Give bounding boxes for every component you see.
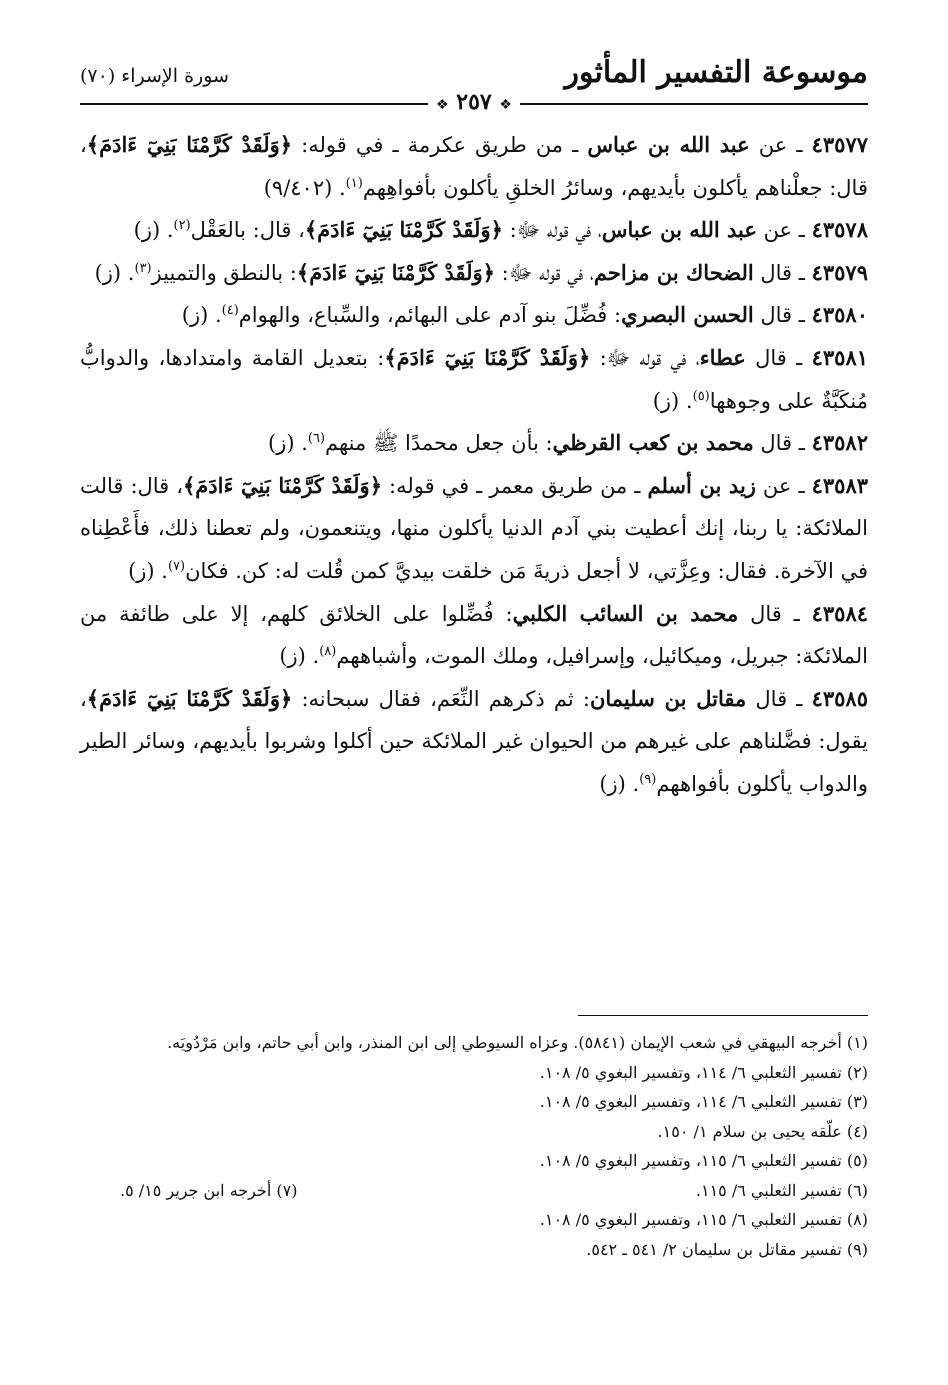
bold-text: ﴿وَلَقَدْ كَرَّمْنَا بَنِيٓ ءَادَمَ﴾ — [86, 685, 293, 711]
source-ref: . (ز) — [133, 218, 174, 243]
entry-text: : بتعديل القامة وامتدادها، والدوابُّ مُنكَبَّةٌ على وجوهها — [80, 345, 868, 413]
entry-number: ٤٣٥٧٨ — [811, 217, 868, 243]
entry-text: : بأن جعل محمدًا ﷺ منهم — [325, 431, 553, 456]
footnote: (٢) تفسير الثعلبي ٦/ ١١٤، وتفسير البغوي ٥/ ١٠٨. — [539, 1062, 868, 1082]
page-header — [80, 55, 868, 115]
footnote-marker: (٢) — [173, 218, 191, 234]
entry-text: : بالنطق والتمييز — [151, 260, 297, 285]
entry-paragraph — [80, 337, 868, 422]
bold-text: ﴿وَلَقَدْ كَرَّمْنَا بَنِيٓ ءَادَمَ﴾ — [183, 472, 383, 498]
bold-text: ﴿وَلَقَدْ كَرَّمْنَا بَنِيٓ ءَادَمَ﴾ — [304, 217, 503, 243]
footnote-rule — [578, 1015, 868, 1016]
entry-text: : فُضِّلَ بنو آدم على البهائم، والسِّباع، والهوام — [238, 303, 622, 328]
footnote: (١) أخرجه البيهقي في شعب الإيمان (٥٨٤١). وعزاه السيوطي إلى ابن المنذر، وابن أبي حاتم، وابن مَرْدُويَه. — [167, 1033, 868, 1052]
entry-text: ، قال: بالعَقْل — [190, 218, 305, 243]
main-text — [80, 124, 868, 806]
entry-text: ـ من طريق عكرمة ـ في قوله: — [292, 133, 588, 157]
bold-text: ﴿وَلَقَدْ كَرَّمْنَا بَنِيٓ ءَادَمَ﴾ — [384, 344, 591, 370]
footnote-marker: (٩) — [639, 771, 657, 787]
entry-text: ـ قال — [746, 686, 812, 711]
entry-text: ـ قال — [745, 345, 812, 370]
source-ref: . (ز) — [128, 558, 168, 583]
footnote: (٥) تفسير الثعلبي ٦/ ١١٥، وتفسير البغوي ٥/ ١٠٨. — [539, 1151, 868, 1170]
entry-paragraph — [80, 209, 868, 252]
entry-paragraph — [80, 678, 868, 806]
entry-paragraph — [80, 422, 868, 465]
footnote: (٧) أخرجه ابن جرير ١٥/ ٥. — [120, 1180, 298, 1200]
entry-text: ـ قال — [753, 431, 812, 456]
bold-text: الحسن البصري — [621, 302, 754, 328]
source-ref: . (ز) — [279, 644, 320, 669]
entry-text: : فُضِّلوا على الخلائق كلهم، إلا على طائفة من الملائكة: جبريل، وميكائيل، وإسرافيل، وملك الموت، وأشباههم — [80, 601, 868, 669]
footnote-marker: (٥) — [692, 388, 710, 404]
bold-text: ﴿وَلَقَدْ كَرَّمْنَا بَنِيٓ ءَادَمَ﴾ — [86, 132, 293, 157]
footnote: (٨) تفسير الثعلبي ٦/ ١١٥، وتفسير البغوي ٥/ ١٠٨. — [539, 1210, 868, 1229]
entry-paragraph — [80, 252, 868, 295]
entry-number: ٤٣٥٧٩ — [811, 259, 868, 285]
footnote-marker: (٦) — [307, 431, 326, 447]
footnotes — [80, 1028, 868, 1264]
entry-text: ـ قال — [738, 601, 812, 626]
entry-text: ، يقول: فضَّلناهم على غيرهم من الحيوان غير الملائكة حين أكلوا وشربوا بأيديهم، وسائر الطير والدواب يأكلون بأفواههم — [80, 686, 868, 796]
source-ref: . (ز) — [94, 260, 135, 285]
entry-text: ـ قال — [753, 303, 812, 328]
bold-text: عبد الله بن عباس — [601, 217, 757, 243]
surah-label: سورة الإسراء (٧٠) — [80, 65, 229, 87]
footnote-marker: (٨) — [319, 644, 337, 660]
entry-number: ٤٣٥٨٢ — [811, 430, 868, 456]
bold-text: ﴿وَلَقَدْ كَرَّمْنَا بَنِيٓ ءَادَمَ﴾ — [296, 259, 495, 285]
entry-text: : ثم ذكرهم النِّعَم، فقال سبحانه: — [292, 686, 590, 711]
source-ref: . (ز) — [181, 303, 222, 328]
source-ref: . (ز) — [652, 388, 693, 413]
footnote: (٦) تفسير الثعلبي ٦/ ١١٥. — [695, 1180, 868, 1200]
entry-paragraph — [80, 465, 868, 593]
source-ref: . (ز) — [268, 431, 308, 456]
footnote-marker: (٧) — [167, 558, 186, 574]
bold-text: محمد بن كعب القرظي — [552, 430, 754, 456]
ornament-icon: ❖ — [436, 97, 449, 113]
bold-text: مقاتل بن سليمان — [589, 685, 747, 711]
entry-text: ، في قوله ﷻ: — [502, 218, 602, 243]
footnote: (٤) علّقه يحيى بن سلام ١/ ١٥٠. — [657, 1121, 868, 1141]
entry-text: ـ عن — [749, 133, 812, 157]
entry-number: ٤٣٥٧٧ — [811, 132, 869, 157]
footnote: (٣) تفسير الثعلبي ٦/ ١١٤، وتفسير البغوي ٥/ ١٠٨. — [539, 1092, 868, 1111]
bold-text: الضحاك بن مزاحم — [593, 259, 754, 285]
entry-number: ٤٣٥٨١ — [811, 344, 869, 370]
footnote-row — [80, 1176, 868, 1206]
entry-text: ، قال: قالت الملائكة: يا ربنا، إنك أعطيت بني آدم الدنيا يأكلون منها، ويتنعمون، ولم تعطنا ذلك، فأَعْطِناه في الآخرة. فقال: وعِزَّتي، لا أجعل ذريةَ مَن خلقت بيديَّ كمن قُلت له: كن. فكان — [80, 473, 868, 583]
entry-text: ، في قوله ﷻ: — [590, 345, 700, 370]
entry-paragraph — [80, 294, 868, 337]
entry-text: ـ قال — [753, 260, 812, 285]
entry-text: ـ عن — [755, 473, 812, 498]
footnote-marker: (٤) — [221, 303, 239, 319]
footnote-marker: (٣) — [134, 260, 152, 276]
bold-text: زيد بن أسلم — [647, 472, 756, 498]
footnote: (٩) تفسير مقاتل بن سليمان ٢/ ٥٤١ ـ ٥٤٢. — [586, 1239, 868, 1259]
source-ref: . (٩/٤٠٢) — [263, 175, 346, 200]
entry-number: ٤٣٥٨٤ — [811, 600, 869, 626]
entry-text: ، في قوله ﷻ: — [494, 260, 594, 285]
bold-text: عطاء — [699, 344, 746, 370]
entry-paragraph — [80, 593, 868, 678]
entry-paragraph — [80, 124, 868, 209]
bold-text: عبد الله بن عباس — [587, 132, 750, 157]
entry-text: ـ من طريق معمر ـ في قوله: — [382, 473, 648, 498]
page-number: ٢٥٧ — [456, 89, 492, 115]
entry-number: ٤٣٥٨٥ — [811, 685, 868, 711]
source-ref: . (ز) — [599, 771, 640, 796]
entry-number: ٤٣٥٨٣ — [811, 472, 869, 498]
entry-number: ٤٣٥٨٠ — [811, 302, 868, 328]
ornament-icon: ❖ — [499, 97, 512, 113]
bold-text: محمد بن السائب الكلبي — [512, 600, 739, 626]
entry-text: ، قال: جعلْناهم يأكلون بأيديهم، وسائرُ الخلقِ يأكلون بأفواهِهم — [80, 133, 868, 200]
book-title: موسوعة التفسير المأثور — [564, 55, 868, 90]
footnote-marker: (١) — [345, 175, 363, 191]
entry-text: ـ عن — [756, 218, 812, 243]
page-number-box — [428, 89, 520, 115]
